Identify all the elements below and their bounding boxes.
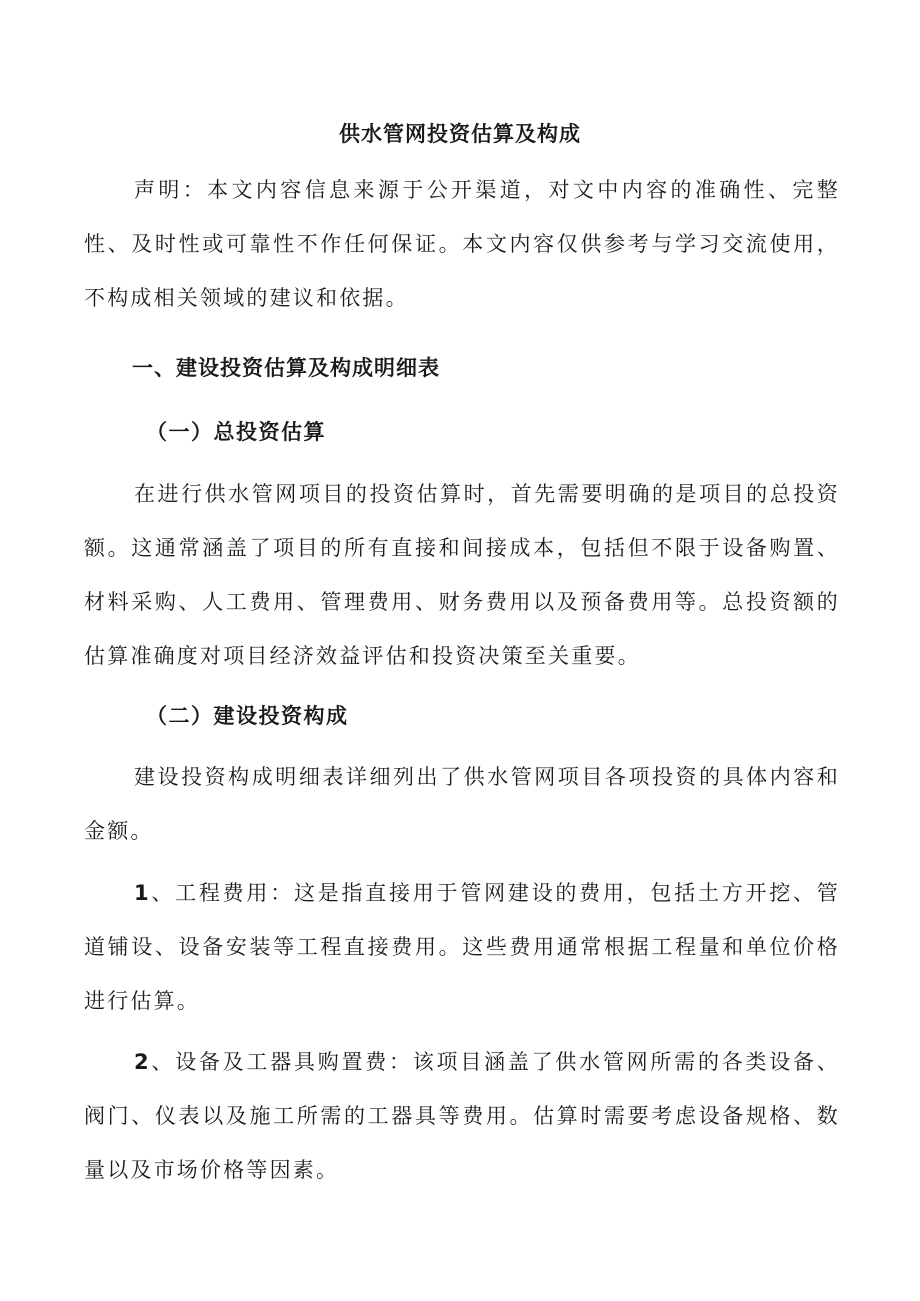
investment-composition-intro: 建设投资构成明细表详细列出了供水管网项目各项投资的具体内容和金额。 [84, 765, 840, 843]
subsection-heading-investment-composition: （二）建设投资构成 [146, 704, 349, 728]
list-item-text: 、设备及工器具购置费：该项目涵盖了供水管网所需的各类设备、阀门、仪表以及施工所需的工器具等费用。估算时需要考虑设备规格、数量以及市场价格等因素。 [84, 1050, 840, 1182]
list-item-number: 2 [134, 1050, 151, 1074]
list-item-text: 、工程费用：这是指直接用于管网建设的费用，包括土方开挖、管道铺设、设备安装等工程直接费用。这些费用通常根据工程量和单位价格进行估算。 [84, 881, 840, 1013]
total-investment-paragraph: 在进行供水管网项目的投资估算时，首先需要明确的是项目的总投资额。这通常涵盖了项目的所有直接和间接成本，包括但不限于设备购置、材料采购、人工费用、管理费用、财务费用以及预备费用等。总投资额的估算准确度对项目经济效益评估和投资决策至关重要。 [84, 482, 840, 668]
subsection-heading-total-investment: （一）总投资估算 [146, 420, 326, 444]
section-heading-1: 一、建设投资估算及构成明细表 [132, 356, 440, 380]
list-item-equipment-cost [84, 1035, 840, 1197]
list-item-engineering-cost [84, 866, 840, 1028]
disclaimer-paragraph: 声明：本文内容信息来源于公开渠道，对文中内容的准确性、完整性、及时性或可靠性不作任何保证。本文内容仅供参考与学习交流使用，不构成相关领域的建议和依据。 [84, 178, 840, 310]
document-title: 供水管网投资估算及构成 [339, 122, 581, 146]
list-item-number: 1 [134, 881, 151, 905]
